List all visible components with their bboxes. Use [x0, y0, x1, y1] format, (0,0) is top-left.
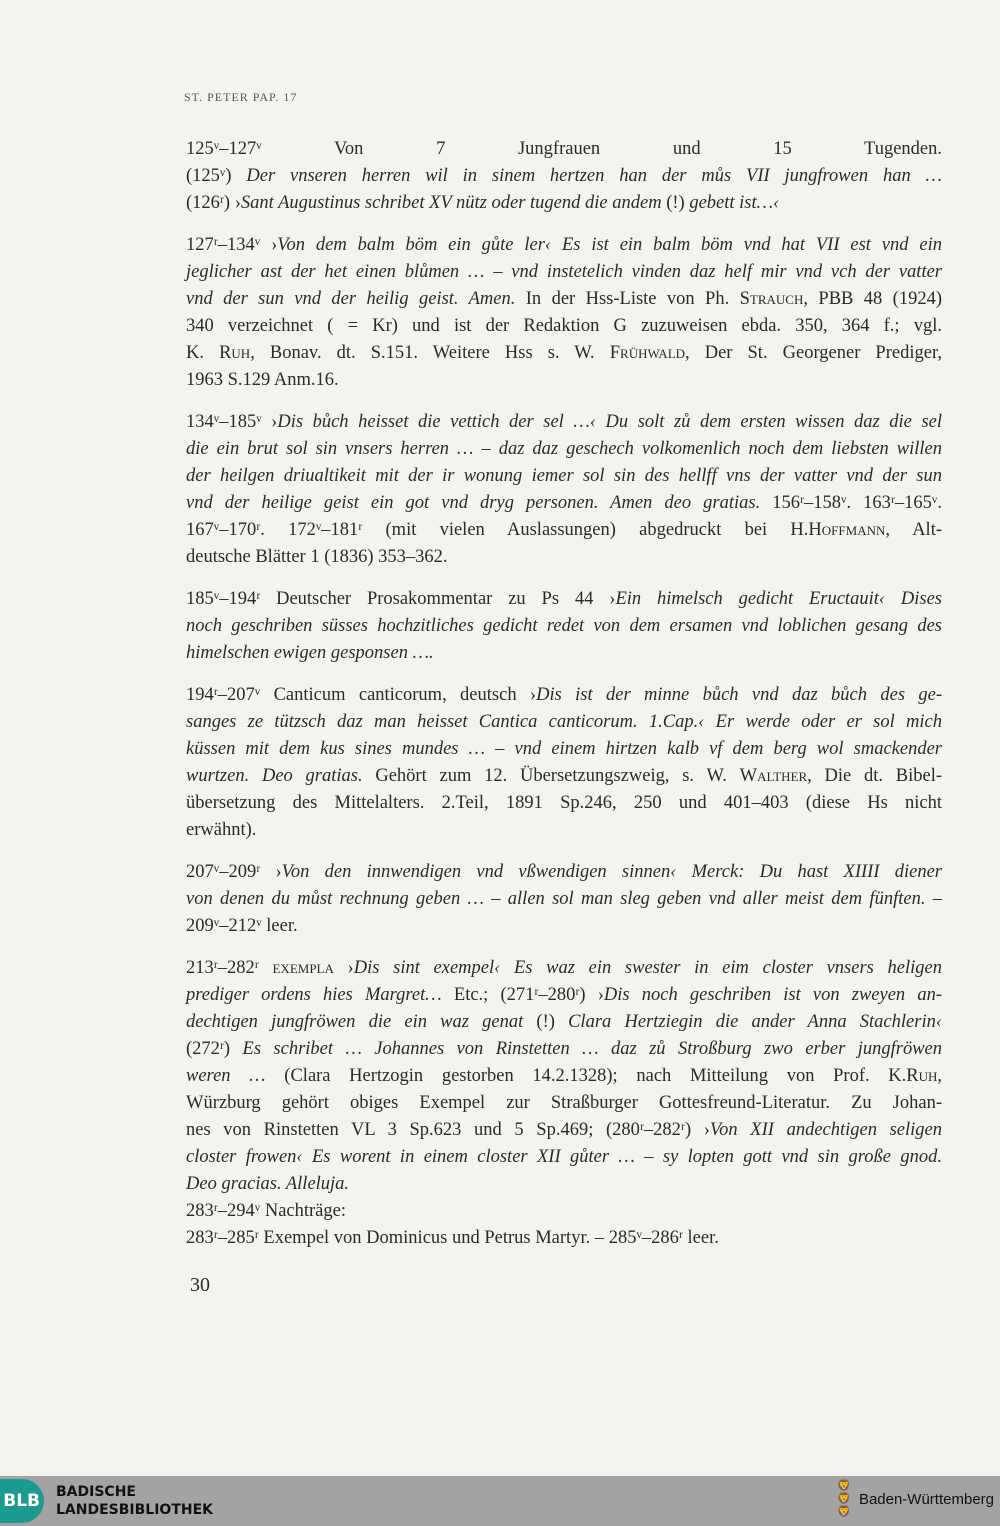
text-run: erwähnt). [186, 820, 257, 840]
text-run: übersetzung des Mittelalters. 2.Teil, 1891 Sp.246, 250 und 401–403 (diese Hs nicht [186, 793, 942, 813]
text-line [186, 1144, 942, 1171]
text-run: , Die dt. Bibel- [807, 766, 943, 786]
italic-quote: vnd der heilige geist ein got vnd dryg personen. Amen deo gratias. [186, 493, 761, 513]
text-line [186, 886, 942, 913]
text-run: K. [186, 343, 220, 363]
italic-quote: noch geschriben süsses hochzitliches gedicht redet von dem ersamen vnd loblichen gesang des [186, 616, 942, 636]
italic-quote: prediger ordens hies Margret… [186, 985, 442, 1005]
text-line [186, 682, 942, 709]
lions-emblem-icon: 🦁 🦁 🦁 [837, 1480, 851, 1518]
italic-quote: Von den innwendigen vnd vßwendigen sinnen‹ Merck: Du hast XIIII diener [281, 862, 942, 882]
text-run: 207ᵛ–209ʳ › [186, 862, 282, 882]
entry-paragraph [186, 136, 942, 217]
author-name: Ruh [906, 1066, 938, 1086]
text-line [186, 544, 942, 571]
text-run: , Alt- [885, 520, 943, 540]
text-line [186, 955, 942, 982]
author-name: Walther [739, 766, 808, 786]
state-name: Baden-Württemberg [858, 1491, 994, 1508]
text-line [186, 709, 942, 736]
text-line [186, 190, 942, 217]
text-line [186, 1009, 942, 1036]
author-name: Hoffmann [808, 520, 886, 540]
text-line [186, 586, 942, 613]
italic-quote: Deo gracias. Alleluja. [186, 1174, 350, 1194]
entry-paragraph [186, 1225, 942, 1252]
italic-quote: Dis sint exempel‹ Es waz ein swester in eim closter vnsers heligen [353, 958, 943, 978]
text-run: (!) [536, 1012, 569, 1032]
text-run: (Clara Hertzogin gestorben 14.2.1328); nach Mitteilung von Prof. K. [265, 1066, 907, 1086]
text-run: 194ʳ–207ᵛ Canticum canticorum, deutsch › [186, 685, 537, 705]
text-run: (125ᵛ) [186, 166, 247, 186]
document-body [186, 136, 942, 1252]
text-run: 213ʳ–282ʳ [186, 958, 273, 978]
text-run: Würzburg gehört obiges Exempel zur Straßburger Gottesfreund-Literatur. Zu Johan- [186, 1093, 942, 1113]
text-line [186, 859, 942, 886]
italic-quote: küssen mit dem kus sines mundes … – vnd einem hirtzen kalb vf dem berg wol smackender [186, 739, 942, 759]
italic-quote: Von dem balm böm ein gůte ler‹ Es ist ein balm böm vnd hat VII est vnd ein [277, 235, 942, 255]
footer-bar [0, 1476, 1000, 1526]
text-line [186, 259, 942, 286]
text-run: 283ʳ–294ᵛ Nachträge: [186, 1201, 346, 1221]
library-name[interactable] [56, 1483, 213, 1519]
entry-paragraph [186, 232, 942, 394]
text-run: 127ʳ–134ᵛ › [186, 235, 278, 255]
text-line [186, 613, 942, 640]
text-line [186, 1117, 942, 1144]
text-line [186, 463, 942, 490]
text-run: 125ᵛ–127ᵛ Von 7 Jungfrauen und 15 Tugenden. [186, 139, 942, 159]
italic-quote: dechtigen jungfröwen die ein waz genat [186, 1012, 537, 1032]
text-line [186, 913, 942, 940]
text-line [186, 517, 942, 544]
text-run: 167ᵛ–170ʳ. 172ᵛ–181ʳ (mit vielen Auslassungen) abgedruckt bei H. [186, 520, 809, 540]
entry-paragraph [186, 586, 942, 667]
italic-quote: Clara Hertziegin die ander Anna Stachlerin‹ [568, 1012, 942, 1032]
text-run: 209ᵛ–212ᵛ leer. [186, 916, 298, 936]
author-name: Ruh [219, 343, 251, 363]
italic-quote: Sant Augustinus schribet XV nütz oder tugend die andem [240, 193, 667, 213]
italic-quote: wurtzen. Deo gratias. [186, 766, 363, 786]
text-line [186, 313, 942, 340]
text-line [186, 490, 942, 517]
text-line [186, 163, 942, 190]
text-line [186, 286, 942, 313]
text-run: nes von Rinstetten VL 3 Sp.623 und 5 Sp.469; (280ʳ–282ʳ) › [186, 1120, 710, 1140]
italic-quote: Dis ist der minne bůch vnd daz bůch des ge- [536, 685, 942, 705]
text-run: › [333, 958, 354, 978]
italic-quote: weren … [186, 1066, 266, 1086]
library-name-line-1: BADISCHE [56, 1484, 136, 1500]
text-line [186, 982, 942, 1009]
italic-quote: sanges ze tützsch daz man heisset Cantica canticorum. 1.Cap.‹ Er werde oder er sol mich [186, 712, 942, 732]
text-line [186, 340, 942, 367]
text-line [186, 1090, 942, 1117]
text-run: Gehört zum 12. Übersetzungszweig, s. W. [362, 766, 740, 786]
running-head: ST. PETER PAP. 17 [184, 90, 298, 104]
italic-quote: gebett ist…‹ [689, 193, 780, 213]
entry-paragraph [186, 409, 942, 571]
text-line [186, 1198, 942, 1225]
italic-quote: von denen du můst rechnung geben … – allen sol man sleg geben vnd aller meist dem fünften. [186, 889, 926, 909]
entry-paragraph [186, 859, 942, 940]
text-line [186, 1225, 942, 1252]
italic-quote: die ein brut sol sin vnsers herren … – daz daz geschech volkomenlich noch dem liebsten willen [186, 439, 942, 459]
italic-quote: der heilgen driualtikeit mit der ir wonung iemer sol sin des hellff vns der vatter vnd der sun [186, 466, 942, 486]
italic-quote: Ein himelsch gedicht Eructauit‹ Dises [615, 589, 942, 609]
text-line [186, 763, 942, 790]
italic-quote: Dis bůch heisset die vettich der sel …‹ Du solt zů dem ersten wissen daz die sel [277, 412, 942, 432]
italic-quote: Der vnseren herren wil in sinem hertzen han der můs VII jungfrowen han … [246, 166, 942, 186]
text-run: (126ʳ) › [186, 193, 241, 213]
baden-wuerttemberg-logo[interactable] [837, 1480, 994, 1519]
text-line [186, 790, 942, 817]
text-run: 185ᵛ–194ʳ Deutscher Prosakommentar zu Ps 44 › [186, 589, 616, 609]
text-run: In der Hss-Liste von Ph. [515, 289, 740, 309]
blb-logo[interactable]: BLB [0, 1479, 44, 1523]
author-name: Strauch [739, 289, 804, 309]
text-run: deutsche Blätter 1 (1836) 353–362. [186, 547, 448, 567]
entry-paragraph [186, 1198, 942, 1225]
text-line [186, 436, 942, 463]
text-run: 340 verzeichnet ( = Kr) und ist der Redaktion G zuzuweisen ebda. 350, 364 f.; vgl. [186, 316, 942, 336]
italic-quote: closter frowen‹ Es worent in einem closter XII gůter … – sy lopten gott vnd sin große gnod. [186, 1147, 942, 1167]
text-run: (!) [666, 193, 690, 213]
text-line [186, 367, 942, 394]
text-line [186, 232, 942, 259]
entry-paragraph [186, 682, 942, 844]
text-run: Etc.; (271ʳ–280ʳ) › [441, 985, 604, 1005]
text-run: 1963 S.129 Anm.16. [186, 370, 339, 390]
italic-quote: Es schribet … Johannes von Rinstetten … daz zů Stroßburg zwo erber jungfröwen [242, 1039, 942, 1059]
text-line [186, 736, 942, 763]
text-line [186, 1063, 942, 1090]
italic-quote: Dis noch geschriben ist von zweyen an- [603, 985, 942, 1005]
author-name: exempla [272, 958, 334, 978]
text-run: 134ᵛ–185ᵛ › [186, 412, 278, 432]
text-run: , PBB 48 (1924) [803, 289, 942, 309]
text-run: , Der St. Georgener Prediger, [685, 343, 942, 363]
library-name-line-2: LANDESBIBLIOTHEK [56, 1502, 214, 1518]
text-run: – [925, 889, 943, 909]
text-line [186, 640, 942, 667]
italic-quote: Von XII andechtigen seligen [709, 1120, 943, 1140]
text-run: , Bonav. dt. S.151. Weitere Hss s. W. [250, 343, 610, 363]
text-run: 156ʳ–158ᵛ. 163ʳ–165ᵛ. [760, 493, 942, 513]
text-run: 283ʳ–285ʳ Exempel von Dominicus und Petrus Martyr. – 285ᵛ–286ʳ leer. [186, 1228, 719, 1248]
text-run: (272ʳ) [186, 1039, 243, 1059]
italic-quote: himelschen ewigen gesponsen …. [186, 643, 434, 663]
italic-quote: jeglicher ast der het einen blůmen … – vnd instetelich vinden daz helf mir vnd vch der vatter [186, 262, 942, 282]
text-line [186, 136, 942, 163]
italic-quote: vnd der sun vnd der heilig geist. Amen. [186, 289, 516, 309]
page-number: 30 [190, 1274, 210, 1296]
author-name: Frühwald [609, 343, 686, 363]
text-line [186, 1036, 942, 1063]
text-line [186, 1171, 942, 1198]
entry-paragraph [186, 955, 942, 1198]
text-line [186, 409, 942, 436]
text-run: , [937, 1066, 942, 1086]
text-line [186, 817, 942, 844]
